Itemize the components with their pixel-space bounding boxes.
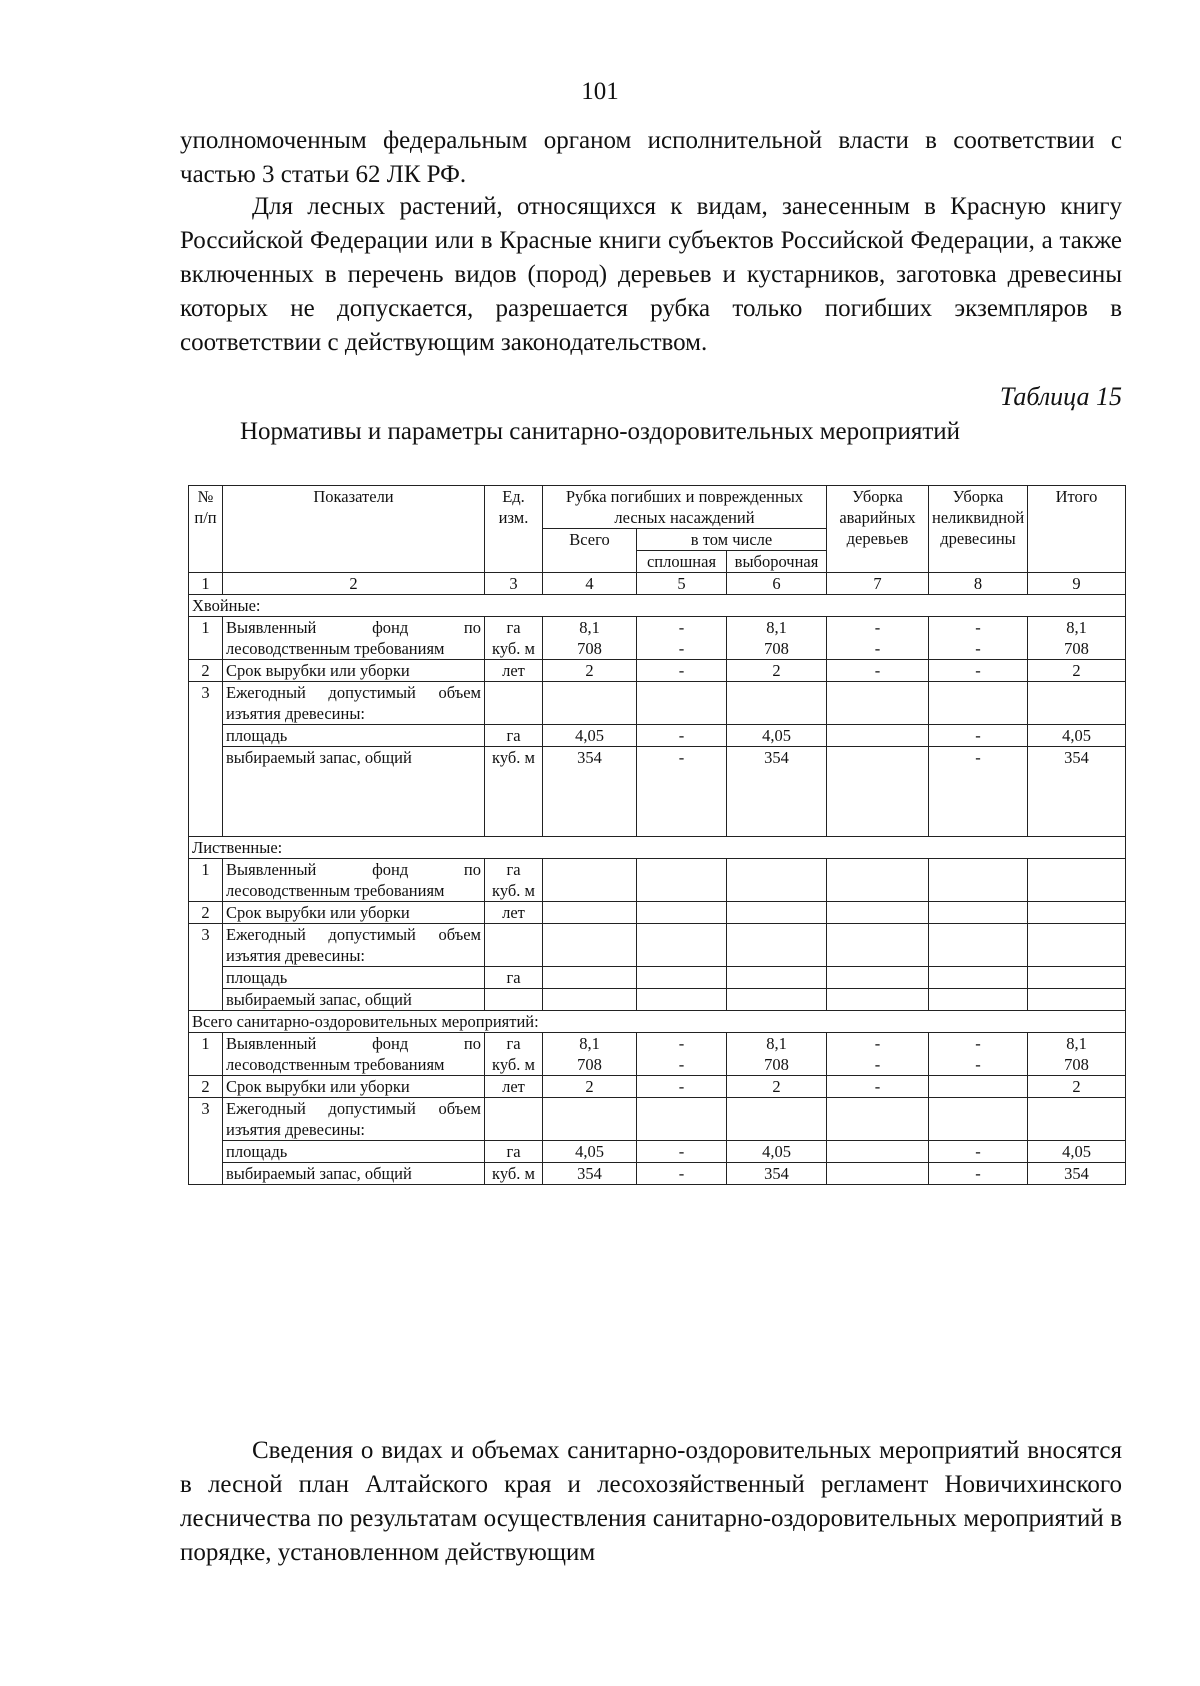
value-cell: 8,1 708: [727, 617, 827, 660]
value-cell: -: [637, 1076, 727, 1098]
value-cell: -: [827, 660, 929, 682]
table-row: [189, 617, 1126, 660]
header-total-all: Всего: [543, 529, 637, 573]
value-cell: - -: [827, 1033, 929, 1076]
value-cell: -: [827, 1076, 929, 1098]
indicator-label: Ежегодный допустимый объем изъятия древесины:: [223, 682, 485, 725]
value-cell: 4,05: [1028, 1141, 1126, 1163]
table-row: [189, 725, 1126, 747]
header-clear: сплошная: [637, 551, 727, 573]
indicator-label: Выявленный фонд по лесоводственным требованиям: [223, 859, 485, 902]
value-cell: [827, 1163, 929, 1185]
value-cell: 2: [543, 1076, 637, 1098]
value-cell: -: [929, 660, 1028, 682]
table-row: [189, 682, 1126, 725]
unit-cell: куб. м: [485, 1163, 543, 1185]
column-number: 8: [929, 573, 1028, 595]
value-cell: 8,1 708: [1028, 1033, 1126, 1076]
value-cell: - -: [929, 617, 1028, 660]
header-no: № п/п: [189, 486, 223, 573]
header-felling: Рубка погибших и поврежденных лесных насаждений: [543, 486, 827, 529]
table-row: [189, 1098, 1126, 1141]
value-cell: 354: [543, 747, 637, 837]
section-title-conifers: Хвойные:: [189, 595, 1126, 617]
row-number: 3: [189, 924, 223, 1011]
header-row: [189, 486, 1126, 529]
table-row: [189, 859, 1126, 902]
value-cell: - -: [827, 617, 929, 660]
paragraph-1: уполномоченным федеральным органом исполнительной власти в соответствии с частью 3 статьи 62 ЛК РФ.: [180, 127, 1122, 188]
column-number: 9: [1028, 573, 1126, 595]
norms-table: [188, 485, 1126, 1185]
column-number: 5: [637, 573, 727, 595]
value-cell: 8,1 708: [543, 1033, 637, 1076]
row-number: 2: [189, 1076, 223, 1098]
indicator-label: Ежегодный допустимый объем изъятия древесины:: [223, 924, 485, 967]
table-row: [189, 1163, 1126, 1185]
row-number: 1: [189, 617, 223, 660]
row-number: 3: [189, 1098, 223, 1185]
section-row: [189, 595, 1126, 617]
indicator-label: площадь: [223, 725, 485, 747]
table-row: [189, 1076, 1126, 1098]
table-row: [189, 924, 1126, 967]
header-cleanup-illiquid: Уборка неликвидной древесины: [929, 486, 1028, 573]
table-title: Нормативы и параметры санитарно-оздоровительных мероприятий: [239, 418, 961, 445]
row-number: 2: [189, 660, 223, 682]
table-row: [189, 660, 1126, 682]
value-cell: 4,05: [543, 1141, 637, 1163]
unit-cell: лет: [485, 1076, 543, 1098]
value-cell: 354: [727, 1163, 827, 1185]
section-title-total: Всего санитарно-оздоровительных мероприятий:: [189, 1011, 1126, 1033]
column-numbers-row: [189, 573, 1126, 595]
unit-cell: га куб. м: [485, 617, 543, 660]
value-cell: [929, 1076, 1028, 1098]
row-number: 1: [189, 1033, 223, 1076]
header-indicators: Показатели: [223, 486, 485, 573]
indicator-label: Срок вырубки или уборки: [223, 1076, 485, 1098]
indicator-label: Выявленный фонд по лесоводственным требованиям: [223, 617, 485, 660]
indicator-label: выбираемый запас, общий: [223, 1163, 485, 1185]
unit-cell: лет: [485, 660, 543, 682]
value-cell: [827, 725, 929, 747]
value-cell: - -: [637, 1033, 727, 1076]
header-cleanup-emergency: Уборка аварийных деревьев: [827, 486, 929, 573]
value-cell: -: [929, 725, 1028, 747]
value-cell: -: [929, 1141, 1028, 1163]
column-number: 4: [543, 573, 637, 595]
column-number: 1: [189, 573, 223, 595]
value-cell: 2: [1028, 660, 1126, 682]
indicator-label: Ежегодный допустимый объем изъятия древесины:: [223, 1098, 485, 1141]
paragraph-2: Для лесных растений, относящихся к видам, занесенным в Красную книгу Российской Федерации или в Красные книги субъектов Российской Федерации, а также включенных в перечень видов (пород) деревьев и кустарников, заготовка древесины которых не допускается, разрешается рубка только погибших экземпляров в соответствии с действующим законодательством.: [180, 193, 1122, 356]
indicator-label: площадь: [223, 1141, 485, 1163]
value-cell: 354: [543, 1163, 637, 1185]
column-number: 2: [223, 573, 485, 595]
unit-cell: га куб. м: [485, 1033, 543, 1076]
value-cell: 2: [727, 1076, 827, 1098]
value-cell: 354: [1028, 1163, 1126, 1185]
value-cell: 4,05: [727, 725, 827, 747]
value-cell: -: [637, 1141, 727, 1163]
value-cell: 8,1 708: [1028, 617, 1126, 660]
value-cell: [827, 1141, 929, 1163]
column-number: 3: [485, 573, 543, 595]
value-cell: - -: [929, 1033, 1028, 1076]
unit-cell: га: [485, 725, 543, 747]
unit-cell: га: [485, 967, 543, 989]
section-title-deciduous: Лиственные:: [189, 837, 1126, 859]
unit-cell: га: [485, 1141, 543, 1163]
indicator-label: Выявленный фонд по лесоводственным требованиям: [223, 1033, 485, 1076]
section-row: [189, 837, 1126, 859]
value-cell: 354: [727, 747, 827, 837]
indicator-label: выбираемый запас, общий: [223, 747, 485, 837]
unit-cell: куб. м: [485, 747, 543, 837]
table-row: [189, 967, 1126, 989]
indicator-label: выбираемый запас, общий: [223, 989, 485, 1011]
column-number: 6: [727, 573, 827, 595]
section-row: [189, 1011, 1126, 1033]
value-cell: -: [637, 725, 727, 747]
header-grand-total: Итого: [1028, 486, 1126, 573]
unit-cell: га куб. м: [485, 859, 543, 902]
page-number: 101: [581, 78, 619, 105]
row-number: 3: [189, 682, 223, 837]
value-cell: -: [637, 660, 727, 682]
value-cell: -: [637, 1163, 727, 1185]
table-row: [189, 1033, 1126, 1076]
value-cell: 8,1 708: [543, 617, 637, 660]
header-selective: выборочная: [727, 551, 827, 573]
table-row: [189, 989, 1126, 1011]
value-cell: -: [929, 747, 1028, 837]
row-number: 2: [189, 902, 223, 924]
value-cell: 2: [543, 660, 637, 682]
value-cell: 2: [727, 660, 827, 682]
value-cell: - -: [637, 617, 727, 660]
row-number: 1: [189, 859, 223, 902]
unit-cell: лет: [485, 902, 543, 924]
header-unit: Ед. изм.: [485, 486, 543, 573]
header-incl: в том числе: [637, 529, 827, 551]
paragraph-3: Сведения о видах и объемах санитарно-оздоровительных мероприятий вносятся в лесной план Алтайского края и лесохозяйственный регламент Новичихинского лесничества по результатам осуществления санитарно-оздоровительных мероприятий в порядке, установленном действующим: [180, 1437, 1122, 1566]
value-cell: 4,05: [727, 1141, 827, 1163]
value-cell: 354: [1028, 747, 1126, 837]
value-cell: -: [637, 747, 727, 837]
value-cell: 8,1 708: [727, 1033, 827, 1076]
indicator-label: Срок вырубки или уборки: [223, 660, 485, 682]
table-row: [189, 1141, 1126, 1163]
value-cell: 2: [1028, 1076, 1126, 1098]
value-cell: 4,05: [1028, 725, 1126, 747]
table-row: [189, 747, 1126, 837]
value-cell: 4,05: [543, 725, 637, 747]
column-number: 7: [827, 573, 929, 595]
indicator-label: Срок вырубки или уборки: [223, 902, 485, 924]
table-row: [189, 902, 1126, 924]
value-cell: [827, 747, 929, 837]
table-label: Таблица 15: [999, 382, 1122, 411]
indicator-label: площадь: [223, 967, 485, 989]
value-cell: -: [929, 1163, 1028, 1185]
